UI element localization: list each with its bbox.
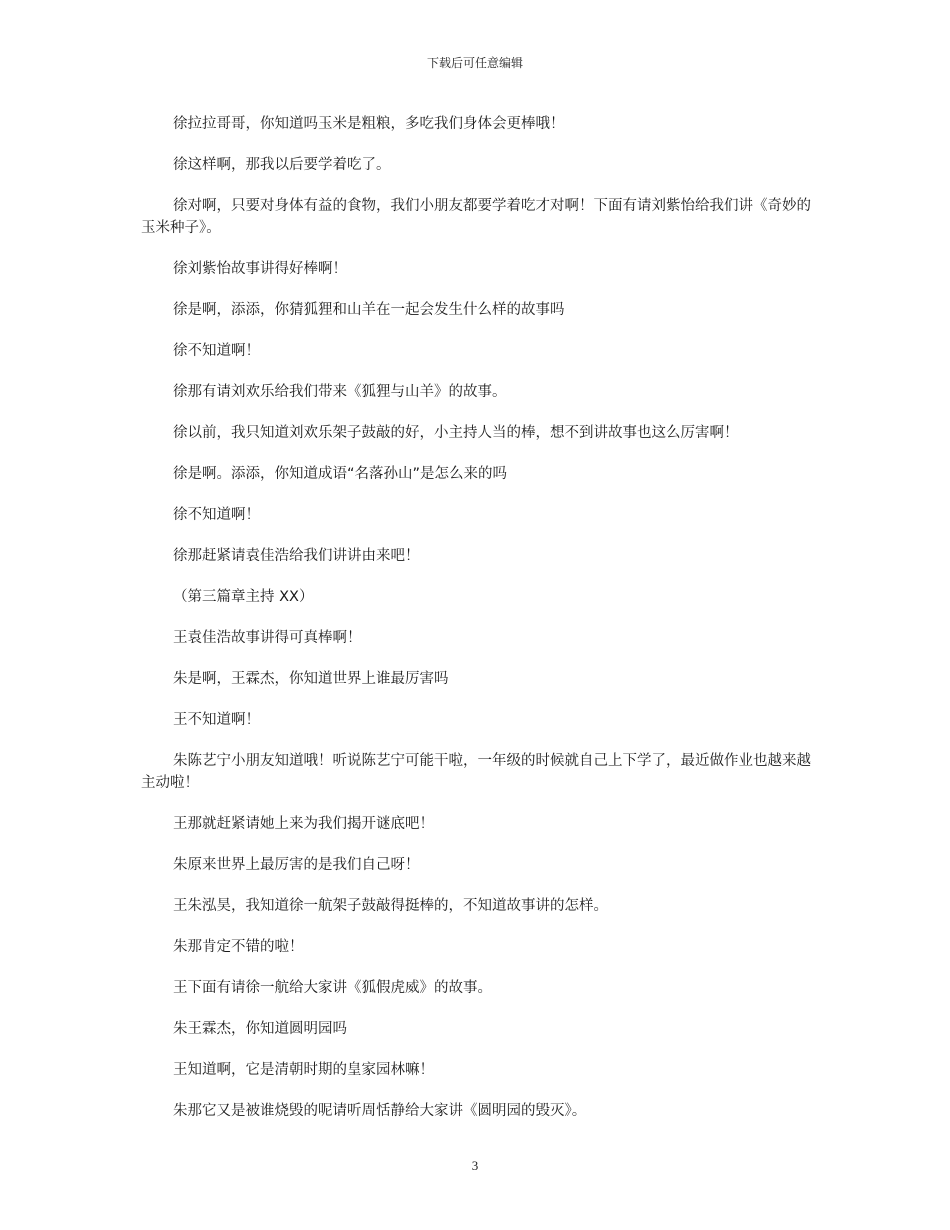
paragraph: 王那就赶紧请她上来为我们揭开谜底吧！ (173, 816, 434, 832)
paragraph: 朱原来世界上最厉害的是我们自己呀！ (173, 857, 420, 873)
paragraph: 徐这样啊，那我以后要学着吃了。 (173, 157, 391, 173)
paragraph: 朱那它又是被谁烧毁的呢请听周恬静给大家讲《圆明园的毁灭》。 (173, 1103, 587, 1119)
paragraph: 徐不知道啊！ (173, 343, 260, 359)
paragraph: 朱王霖杰，你知道圆明园吗 (173, 1021, 347, 1037)
paragraph: 徐不知道啊！ (173, 507, 260, 523)
paragraph: 徐是啊，添添，你猜狐狸和山羊在一起会发生什么样的故事吗 (173, 302, 565, 318)
section-note: （第三篇章主持 XX） (173, 589, 314, 605)
page-header: 下载后可任意编辑 (426, 56, 523, 70)
paragraph: 徐那赶紧请袁佳浩给我们讲讲由来吧！ (173, 548, 420, 564)
paragraph: 王知道啊，它是清朝时期的皇家园林嘛！ (173, 1062, 434, 1078)
paragraph: 徐对啊，只要对身体有益的食物，我们小朋友都要学着吃才对啊！下面有请刘紫怡给我们讲《奇妙的玉米种子》。 (141, 198, 811, 236)
paragraph: 朱陈艺宁小朋友知道哦！听说陈艺宁可能干啦，一年级的时候就自己上下学了，最近做作业也越来越主动啦！ (141, 753, 811, 791)
paragraph: 徐那有请刘欢乐给我们带来《狐狸与山羊》的故事。 (173, 384, 507, 400)
paragraph: 徐刘紫怡故事讲得好棒啊！ (173, 261, 347, 277)
paragraph: 朱那肯定不错的啦！ (173, 939, 304, 955)
paragraph: 徐是啊。添添，你知道成语“名落孙山”是怎么来的吗 (173, 466, 508, 482)
paragraph: 徐拉拉哥哥，你知道吗玉米是粗粮，多吃我们身体会更棒哦！ (173, 116, 565, 132)
paragraph: 王下面有请徐一航给大家讲《狐假虎威》的故事。 (173, 980, 492, 996)
paragraph: 王朱泓昊，我知道徐一航架子鼓敲得挺棒的，不知道故事讲的怎样。 (173, 898, 608, 914)
paragraph: 朱是啊，王霖杰，你知道世界上谁最厉害吗 (173, 671, 449, 687)
paragraph: 王不知道啊！ (173, 712, 260, 728)
page-number: 3 (471, 1158, 479, 1173)
paragraph: 徐以前，我只知道刘欢乐架子鼓敲的好，小主持人当的棒，想不到讲故事也这么厉害啊！ (173, 425, 739, 441)
document-body (141, 113, 811, 1141)
paragraph: 王袁佳浩故事讲得可真棒啊！ (173, 630, 362, 646)
